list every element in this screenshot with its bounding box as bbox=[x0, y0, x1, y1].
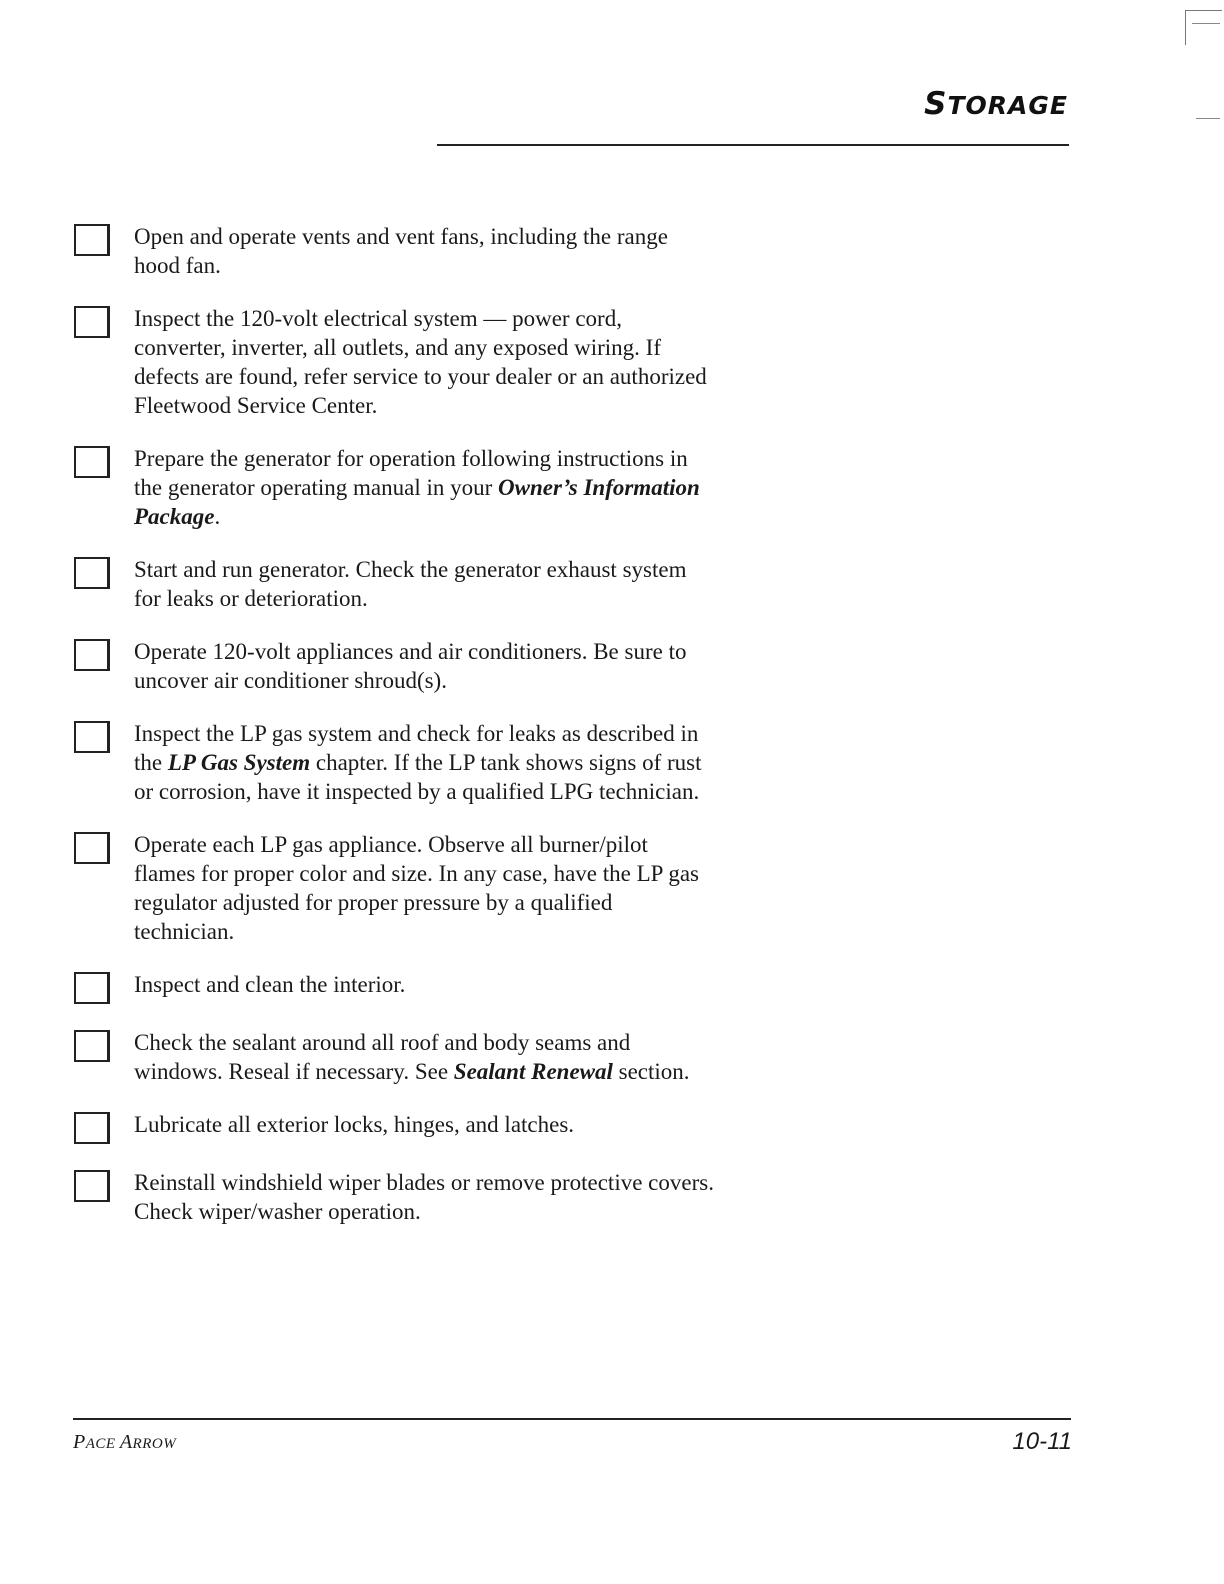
checklist-item bbox=[72, 555, 732, 613]
checkbox[interactable] bbox=[74, 639, 110, 671]
header-rule bbox=[437, 144, 1069, 146]
checkbox[interactable] bbox=[74, 721, 110, 753]
checkbox[interactable] bbox=[74, 832, 110, 864]
checkbox[interactable] bbox=[74, 1112, 110, 1144]
maintenance-checklist bbox=[72, 222, 732, 1250]
checklist-item-text: Reinstall windshield wiper blades or remove protective covers. Check wiper/washer operation. bbox=[134, 1170, 714, 1224]
checklist-item-text: Inspect the LP gas system and check for leaks as described in the LP Gas System chapter. If the LP tank shows signs of rust or corrosion, have it inspected by a qualified LPG technician. bbox=[134, 721, 702, 804]
checklist-item bbox=[72, 1028, 732, 1086]
checklist-item-text: Inspect and clean the interior. bbox=[134, 972, 406, 997]
section-title: STORAGE bbox=[924, 86, 1068, 122]
checklist-item bbox=[72, 719, 732, 806]
checklist-item-text: Lubricate all exterior locks, hinges, and latches. bbox=[134, 1112, 575, 1137]
checklist-item bbox=[72, 304, 732, 420]
checklist-item-text: Open and operate vents and vent fans, including the range hood fan. bbox=[134, 224, 668, 278]
manual-reference: Owner’s Information Package bbox=[134, 475, 700, 529]
checklist-item-text: Operate 120-volt appliances and air conditioners. Be sure to uncover air conditioner shroud(s). bbox=[134, 639, 687, 693]
chapter-reference: LP Gas System bbox=[167, 750, 311, 775]
checkbox[interactable] bbox=[74, 446, 110, 478]
checklist-item bbox=[72, 637, 732, 695]
checkbox[interactable] bbox=[74, 1030, 110, 1062]
checklist-item bbox=[72, 970, 732, 1004]
checklist-item-text: Start and run generator. Check the generator exhaust system for leaks or deterioration. bbox=[134, 557, 687, 611]
checklist-item bbox=[72, 1110, 732, 1144]
checklist-item bbox=[72, 222, 732, 280]
checkbox[interactable] bbox=[74, 1170, 110, 1202]
checkbox[interactable] bbox=[74, 224, 110, 256]
checklist-item-text: Operate each LP gas appliance. Observe all burner/pilot flames for proper color and size. In any case, have the LP gas regulator adjusted for proper pressure by a qualified technician. bbox=[134, 832, 699, 944]
section-reference: Sealant Renewal bbox=[453, 1059, 613, 1084]
checkbox[interactable] bbox=[74, 557, 110, 589]
checklist-item-text: Inspect the 120-volt electrical system — power cord, converter, inverter, all outlets, and any exposed wiring. If defects are found, refer service to your dealer or an authorized Fleetwood Service Center. bbox=[134, 306, 707, 418]
checkbox[interactable] bbox=[74, 306, 110, 338]
footer-product-name: PACE ARROW bbox=[73, 1431, 177, 1453]
checklist-item-text: Prepare the generator for operation following instructions in the generator operating manual in your Owner’s Information Package. bbox=[134, 446, 700, 529]
checklist-item bbox=[72, 444, 732, 531]
crop-mark bbox=[1185, 10, 1222, 45]
footer-rule bbox=[73, 1418, 1071, 1420]
page-number: 10-11 bbox=[1012, 1428, 1072, 1455]
checklist-item bbox=[72, 1168, 732, 1226]
checklist-item-text: Check the sealant around all roof and body seams and windows. Reseal if necessary. See Sealant Renewal section. bbox=[134, 1030, 690, 1084]
checkbox[interactable] bbox=[74, 972, 110, 1004]
margin-tick bbox=[1196, 118, 1220, 119]
checklist-item bbox=[72, 830, 732, 946]
